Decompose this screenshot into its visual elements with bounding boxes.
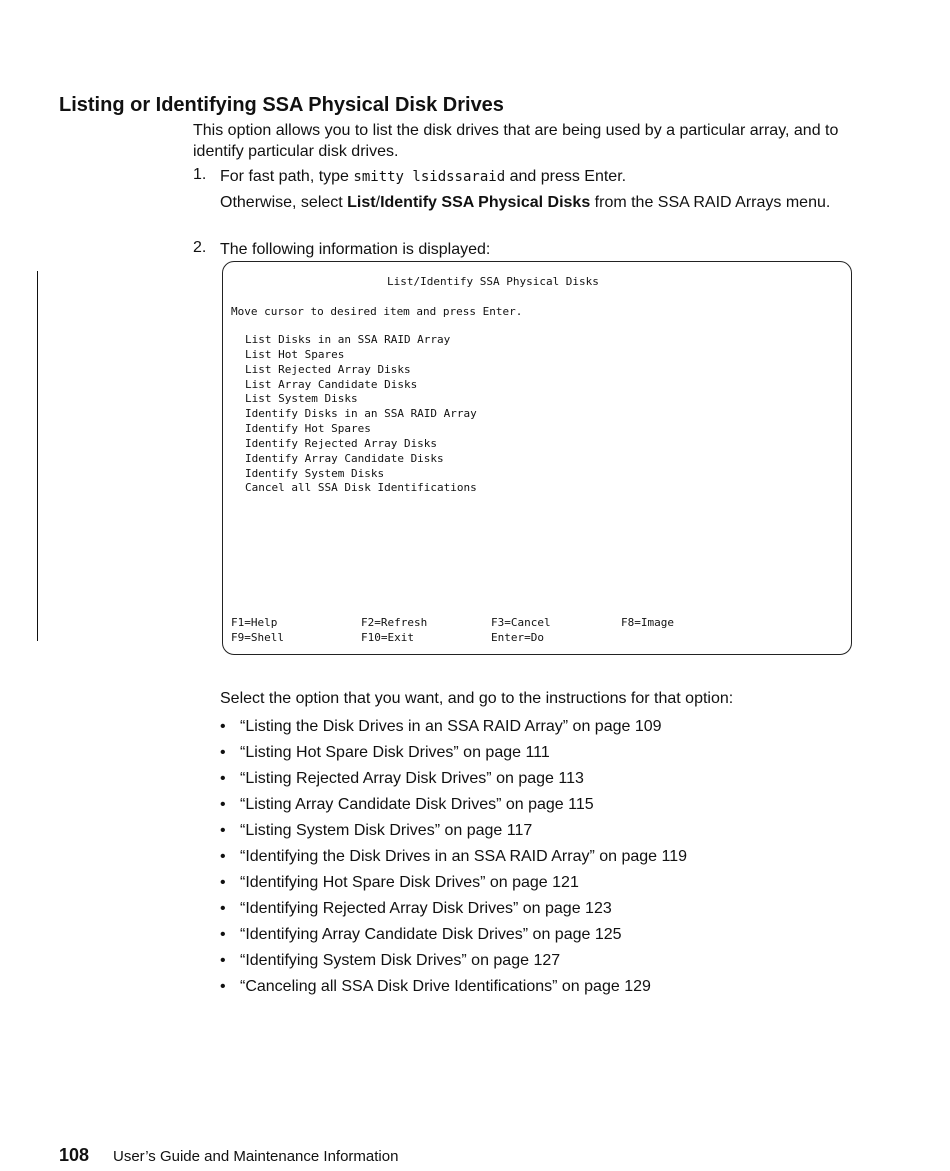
menu-item-list-rejected[interactable]: List Rejected Array Disks [245,362,411,376]
menu-item-list-raid-disks[interactable]: List Disks in an SSA RAID Array [245,333,451,346]
bullet: • [220,926,226,943]
smit-screen-title: List/Identify SSA Physical Disks [387,275,599,288]
bullet: • [220,952,226,969]
menu-item-identify-rejected[interactable]: Identify Rejected Array Disks [245,436,438,450]
step-1-number: 1. [193,166,207,183]
fkey-help[interactable]: F1=Help [231,616,278,629]
fkey-shell[interactable]: F9=Shell [231,631,284,644]
list-item [220,768,687,794]
menu-name-identify: Identify SSA Physical Disks [380,194,591,211]
step-2-text: The following information is displayed: [220,241,491,258]
xref-link-listing-raid[interactable]: “Listing the Disk Drives in an SSA RAID Array” on page 109 [240,718,662,735]
intro-paragraph: This option allows you to list the disk drives that are being used by a particular array, and to identify particular disk drives. [193,122,839,160]
menu-item-list-candidates[interactable]: List Array Candidate Disks [245,377,418,391]
menu-item-cancel-identifications[interactable]: Cancel all SSA Disk Identifications [245,481,477,495]
smit-menu [245,333,477,496]
smit-screen-panel [222,261,852,655]
menu-name-list: List [347,194,376,211]
list-item [220,716,687,742]
bullet: • [220,822,226,839]
menu-item-identify-candidates[interactable]: Identify Array Candidate Disks [245,451,444,465]
list-item [220,898,687,924]
xref-link-identifying-rejected[interactable]: “Identifying Rejected Array Disk Drives” on page 123 [240,900,612,917]
step-1-text [220,166,850,188]
fkey-cancel[interactable]: F3=Cancel [491,616,551,629]
fkey-refresh[interactable]: F2=Refresh [361,616,428,629]
list-item [220,794,687,820]
fkey-exit[interactable]: F10=Exit [361,631,414,644]
bullet: • [220,874,226,891]
bullet: • [220,796,226,813]
bullet: • [220,978,226,995]
fkey-enter-do[interactable]: Enter=Do [491,631,544,644]
menu-item-identify-hot-spares[interactable]: Identify Hot Spares [245,422,371,436]
fkey-image[interactable]: F8=Image [621,616,674,629]
smit-instruction: Move cursor to desired item and press Enter. [231,305,523,318]
bullet: • [220,718,226,735]
bullet: • [220,744,226,761]
revision-change-bar [37,271,38,641]
step-2-number: 2. [193,239,207,256]
otherwise-lead: Otherwise, select [220,194,348,211]
option-reference-list [220,716,687,1002]
fastpath-command: smitty lsidssaraid [353,169,506,185]
menu-item-list-system[interactable]: List System Disks [245,392,358,406]
bullet: • [220,848,226,865]
list-item [220,846,687,872]
list-item [220,976,687,1002]
footer-book-title: User’s Guide and Maintenance Information [113,1148,399,1165]
list-item [220,872,687,898]
list-item [220,924,687,950]
list-item [220,820,687,846]
otherwise-tail: from the SSA RAID Arrays menu. [590,194,831,211]
xref-link-identifying-raid[interactable]: “Identifying the Disk Drives in an SSA RAID Array” on page 119 [240,848,688,865]
bullet: • [220,900,226,917]
xref-link-identifying-system[interactable]: “Identifying System Disk Drives” on page 127 [240,952,561,969]
footer-page-number: 108 [59,1145,90,1165]
bullet: • [220,770,226,787]
menu-name-slash: / [375,194,381,211]
xref-link-listing-candidate[interactable]: “Listing Array Candidate Disk Drives” on page 115 [240,796,594,813]
xref-link-canceling-identifications[interactable]: “Canceling all SSA Disk Drive Identifications” on page 129 [240,978,651,995]
xref-link-listing-system[interactable]: “Listing System Disk Drives” on page 117 [240,822,533,839]
xref-link-identifying-hot-spare[interactable]: “Identifying Hot Spare Disk Drives” on page 121 [240,874,579,891]
xref-link-listing-rejected[interactable]: “Listing Rejected Array Disk Drives” on page 113 [240,770,584,787]
menu-item-identify-raid-disks[interactable]: Identify Disks in an SSA RAID Array [245,407,477,421]
select-option-intro: Select the option that you want, and go to the instructions for that option: [220,690,734,707]
menu-item-list-hot-spares[interactable]: List Hot Spares [245,347,345,361]
step-1-otherwise [220,192,850,213]
step-1-tail: and press Enter. [505,168,627,185]
section-title: Listing or Identifying SSA Physical Disk Drives [59,94,504,116]
xref-link-listing-hot-spare[interactable]: “Listing Hot Spare Disk Drives” on page 111 [240,744,550,761]
step-1-lead: For fast path, type [220,168,354,185]
xref-link-identifying-candidate[interactable]: “Identifying Array Candidate Disk Drives” on page 125 [240,926,622,943]
menu-item-identify-system[interactable]: Identify System Disks [245,466,385,480]
list-item [220,950,687,976]
list-item [220,742,687,768]
